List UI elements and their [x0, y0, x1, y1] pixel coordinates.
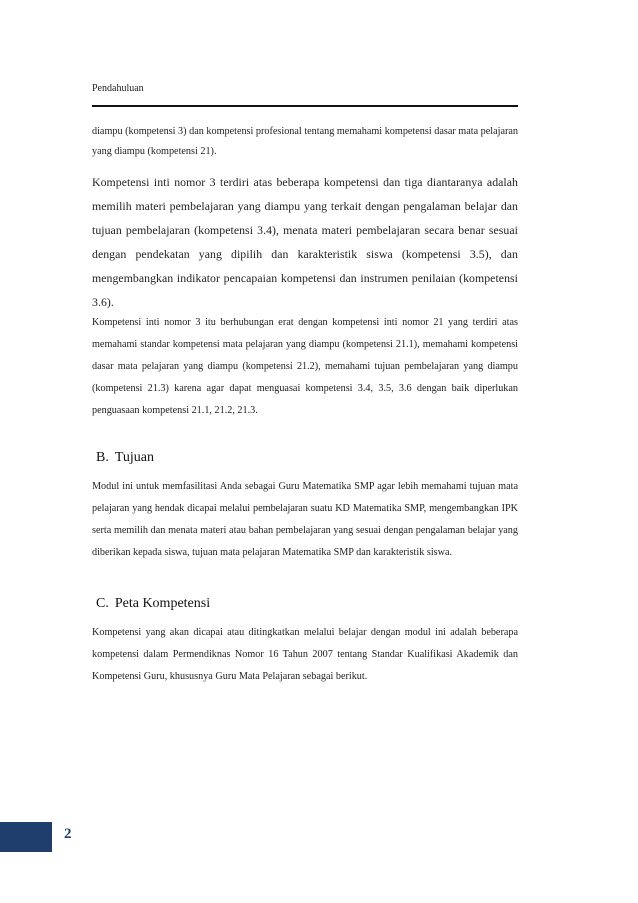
- paragraph-tujuan: Modul ini untuk memfasilitasi Anda sebagai Guru Matematika SMP agar lebih memahami tujuan mata pelajaran yang hendak dicapai melalui pembelajaran suatu KD Matematika SMP, mengembangkan IPK serta memilih dan menata materi atau bahan pembelajaran yang sesuai dengan pengalaman belajar yang diberikan kepada siswa, tujuan mata pelajaran Matematika SMP dan karakteristik siswa.: [92, 481, 518, 558]
- section-title: Tujuan: [114, 450, 155, 465]
- section-heading-tujuan: [96, 450, 154, 466]
- header-divider: [92, 105, 518, 107]
- paragraph-peta-kompetensi: Kompetensi yang akan dicapai atau ditingkatkan melalui belajar dengan modul ini adalah beberapa kompetensi dalam Permendiknas Nomor 16 Tahun 2007 tentang Standar Kualifikasi Akademik dan Kompetensi Guru, khususnya Guru Mata Pelajaran sebagai berikut.: [92, 627, 518, 682]
- running-title: Pendahuluan: [92, 83, 144, 94]
- section-heading-peta-kompetensi: [96, 596, 210, 612]
- section-letter: C.: [96, 596, 109, 611]
- section-letter: B.: [96, 450, 109, 465]
- paragraph-kompetensi-inti-3: Kompetensi inti nomor 3 terdiri atas beberapa kompetensi dan tiga diantaranya adalah memilih materi pembelajaran yang diampu yang terkait dengan pengalaman belajar dan tujuan pembelajaran (kompetensi 3.4), menata materi pembelajaran secara benar sesuai dengan pendekatan yang dipilih dan karakteristik siswa (kompetensi 3.5), dan mengembangkan indikator pencapaian kompetensi dan instrumen penilaian (kompetensi 3.6).: [92, 175, 518, 309]
- page-number: 2: [64, 826, 72, 842]
- paragraph-kompetensi-inti-21: Kompetensi inti nomor 3 itu berhubungan erat dengan kompetensi inti nomor 21 yang terdiri atas memahami standar kompetensi mata pelajaran yang diampu (kompetensi 21.1), memahami kompetensi dasar mata pelajaran yang diampu (kompetensi 21.2), memahami tujuan pembelajaran yang diampu (kompetensi 21.3) karena agar dapat menguasai kompetensi 3.4, 3.5, 3.6 dengan baik diperlukan penguasaan kompetensi 21.1, 21.2, 21.3.: [92, 317, 518, 416]
- section-title: Peta Kompetensi: [114, 596, 211, 611]
- paragraph-continuation: diampu (kompetensi 3) dan kompetensi profesional tentang memahami kompetensi dasar mata pelajaran yang diampu (kompetensi 21).: [92, 126, 518, 157]
- footer-accent-bar: [0, 822, 52, 852]
